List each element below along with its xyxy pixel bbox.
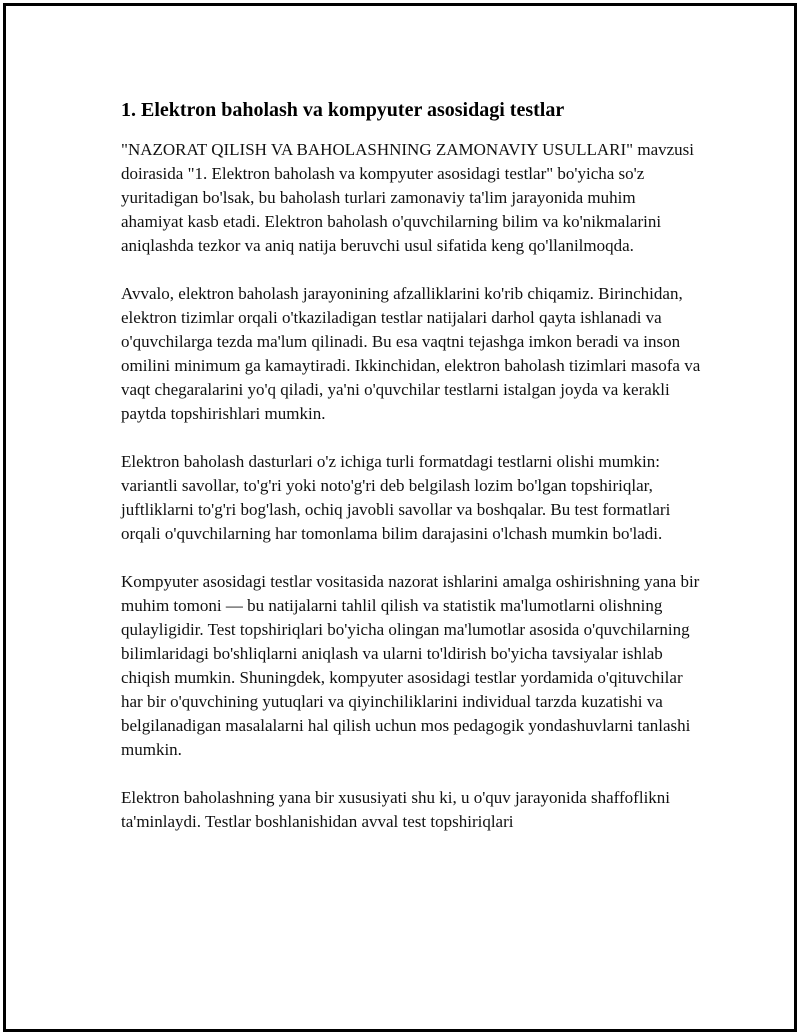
document-body — [121, 96, 701, 858]
paragraph-1: "NAZORAT QILISH VA BAHOLASHNING ZAMONAVIY USULLARI" mavzusi doirasida "1. Elektron baholash va kompyuter asosidagi testlar" bo'yicha so'z yuritadigan bo'lsak, bu baholash turlari zamonaviy ta'lim jarayonida muhim ahamiyat kasb etadi. Elektron baholash o'quvchilarning bilim va ko'nikmalarini aniqlashda tezkor va aniq natija beruvchi usul sifatida keng qo'llanilmoqda. — [121, 140, 694, 255]
paragraph-5: Elektron baholashning yana bir xususiyati shu ki, u o'quv jarayonida shaffoflikni ta'minlaydi. Testlar boshlanishidan avval test topshiriqlari — [121, 788, 671, 831]
page-frame — [3, 3, 797, 1032]
paragraph-4: Kompyuter asosidagi testlar vositasida nazorat ishlarini amalga oshirishning yana bir muhim tomoni — bu natijalarni tahlil qilish va statistik ma'lumotlarni olishning qulayligidir. Test topshiriqlari bo'yicha olingan ma'lumotlar asosida o'quvchilarning bilimlaridagi bo'shliqlarni aniqlash va ularni to'ldirish bo'yicha tavsiyalar ishlab chiqish mumkin. Shuningdek, kompyuter asosidagi testlar yordamida o'qituvchilar har bir o'quvchining yutuqlari va qiyinchiliklarini individual tarzda kuzatishi va belgilanadigan masalalarni hal qilish uchun mos pedagogik yondashuvlarni tanlashi mumkin. — [121, 572, 700, 759]
paragraph-3: Elektron baholash dasturlari o'z ichiga turli formatdagi testlarni olishi mumkin: variantli savollar, to'g'ri yoki noto'g'ri deb belgilash lozim bo'lgan topshiriqlar, juftliklarni to'g'ri bog'lash, ochiq javobli savollar va boshqalar. Bu test formatlari orqali o'quvchilarning har tomonlama bilim darajasini o'lchash mumkin bo'ladi. — [121, 452, 671, 543]
document-title: 1. Elektron baholash va kompyuter asosidagi testlar — [121, 99, 565, 121]
paragraph-2: Avvalo, elektron baholash jarayonining afzalliklarini ko'rib chiqamiz. Birinchidan, elektron tizimlar orqali o'tkaziladigan testlar natijalari darhol qayta ishlanadi va o'quvchilarga tezda ma'lum qilinadi. Bu esa vaqtni tejashga imkon beradi va inson omilini minimum ga kamaytiradi. Ikkinchidan, elektron baholash tizimlari masofa va vaqt chegaralarini yo'q qiladi, ya'ni o'quvchilar testlarni istalgan joyda va kerakli paytda topshirishlari mumkin. — [121, 284, 701, 423]
